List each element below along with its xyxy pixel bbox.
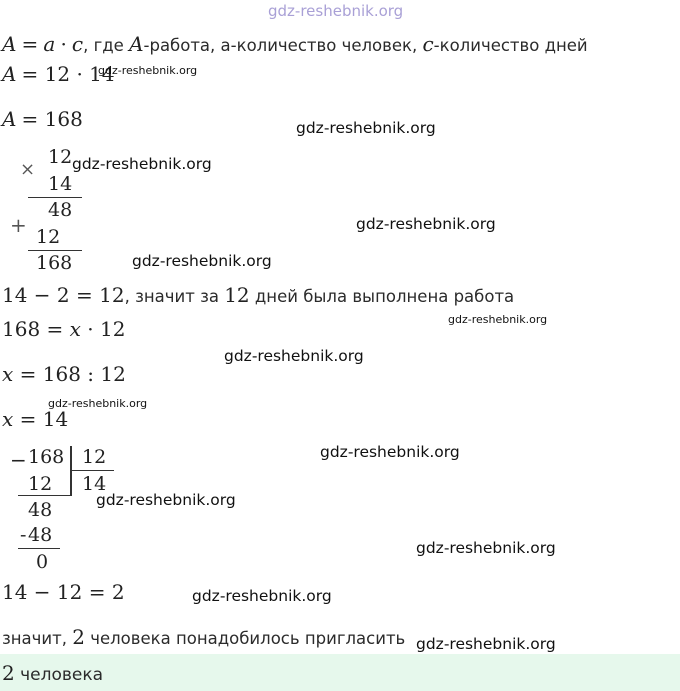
- x-division-line: [2, 362, 126, 386]
- watermark: gdz-reshebnik.org: [416, 539, 556, 557]
- answer-content: [2, 661, 103, 685]
- minus-sign-1: −: [10, 448, 27, 472]
- dot-operator: ·: [60, 32, 67, 56]
- subtraction-line: [2, 580, 125, 604]
- var-x: x: [2, 407, 14, 431]
- days-text-2: дней была выполнена работа: [249, 287, 515, 306]
- equation-line: [2, 317, 125, 341]
- watermark: gdz-reshebnik.org: [448, 313, 548, 326]
- var-a: a: [43, 32, 56, 56]
- watermark: gdz-reshebnik.org: [48, 397, 148, 410]
- definition-text-2: -количество дней: [433, 36, 588, 55]
- var-x: x: [69, 317, 81, 341]
- mult-rule-1: [28, 197, 82, 198]
- subtraction-expression: 14 − 12 = 2: [2, 580, 125, 604]
- var-x: x: [2, 362, 14, 386]
- mult-partial-2: 12: [36, 226, 61, 248]
- plus-sign: +: [10, 213, 27, 237]
- mult-factor-1: 12: [48, 146, 73, 168]
- subtrahend-1: 12: [28, 473, 53, 495]
- watermark: gdz-reshebnik.org: [296, 119, 436, 137]
- conclusion-text-1: значит,: [2, 629, 73, 648]
- conclusion-number: 2: [72, 625, 85, 649]
- conclusion-text-2: человека понадобилось пригласить: [84, 629, 406, 648]
- equals-sign: =: [21, 32, 39, 56]
- var-A: A: [2, 107, 17, 131]
- quotient: 14: [82, 473, 107, 495]
- conclusion-line: [2, 625, 405, 649]
- work-result-line: [2, 107, 83, 131]
- watermark: gdz-reshebnik.org: [416, 635, 556, 653]
- x-result-line: [2, 407, 68, 431]
- mult-partial-1: 48: [48, 199, 73, 221]
- result-expression: = 168: [21, 107, 83, 131]
- mult-factor-2: 14: [48, 173, 73, 195]
- equation-left: 168 =: [2, 317, 70, 341]
- mult-result: 168: [36, 252, 73, 274]
- watermark: gdz-reshebnik.org: [224, 347, 364, 365]
- definition-text-1: -работа, а-количество человек,: [143, 36, 423, 55]
- divisor: 12: [82, 446, 107, 468]
- x-result-expression: = 14: [13, 407, 69, 431]
- formula-definition: [2, 32, 588, 56]
- product-expression: = 12 · 14: [21, 62, 115, 86]
- divisor-rule: [70, 470, 114, 471]
- days-line: [2, 283, 514, 307]
- var-c-inline: c: [422, 32, 434, 56]
- dividend: 168: [28, 446, 65, 468]
- division-rule-1: [18, 495, 70, 496]
- remainder-1: 48: [28, 499, 53, 521]
- watermark: gdz-reshebnik.org: [192, 587, 332, 605]
- watermark: gdz-reshebnik.org: [356, 215, 496, 233]
- equation-right: · 12: [80, 317, 126, 341]
- var-c: c: [71, 32, 84, 56]
- answer-number: 2: [2, 661, 15, 685]
- answer-box: [0, 654, 680, 691]
- var-A-inline: A: [129, 32, 144, 56]
- minus-sign-2: -: [20, 524, 27, 546]
- days-number: 12: [224, 283, 250, 307]
- days-text-1: , значит за: [124, 287, 225, 306]
- watermark: gdz-reshebnik.org: [96, 491, 236, 509]
- watermark-top: gdz-reshebnik.org: [268, 2, 404, 20]
- days-expression: 14 − 2 = 12: [2, 283, 125, 307]
- var-A: A: [2, 62, 17, 86]
- subtrahend-2: 48: [28, 524, 53, 546]
- watermark: gdz-reshebnik.org: [98, 64, 198, 77]
- mult-rule-2: [28, 250, 82, 251]
- division-rule-2: [18, 548, 60, 549]
- watermark: gdz-reshebnik.org: [72, 155, 212, 173]
- times-sign: ×: [20, 159, 36, 180]
- watermark: gdz-reshebnik.org: [320, 443, 460, 461]
- x-division-expression: = 168 : 12: [13, 362, 126, 386]
- answer-text: человека: [14, 665, 104, 685]
- watermark: gdz-reshebnik.org: [132, 252, 272, 270]
- remainder-final: 0: [36, 551, 49, 573]
- where-text: , где: [83, 36, 130, 55]
- var-A: A: [2, 32, 17, 56]
- division-vertical-rule: [70, 446, 72, 496]
